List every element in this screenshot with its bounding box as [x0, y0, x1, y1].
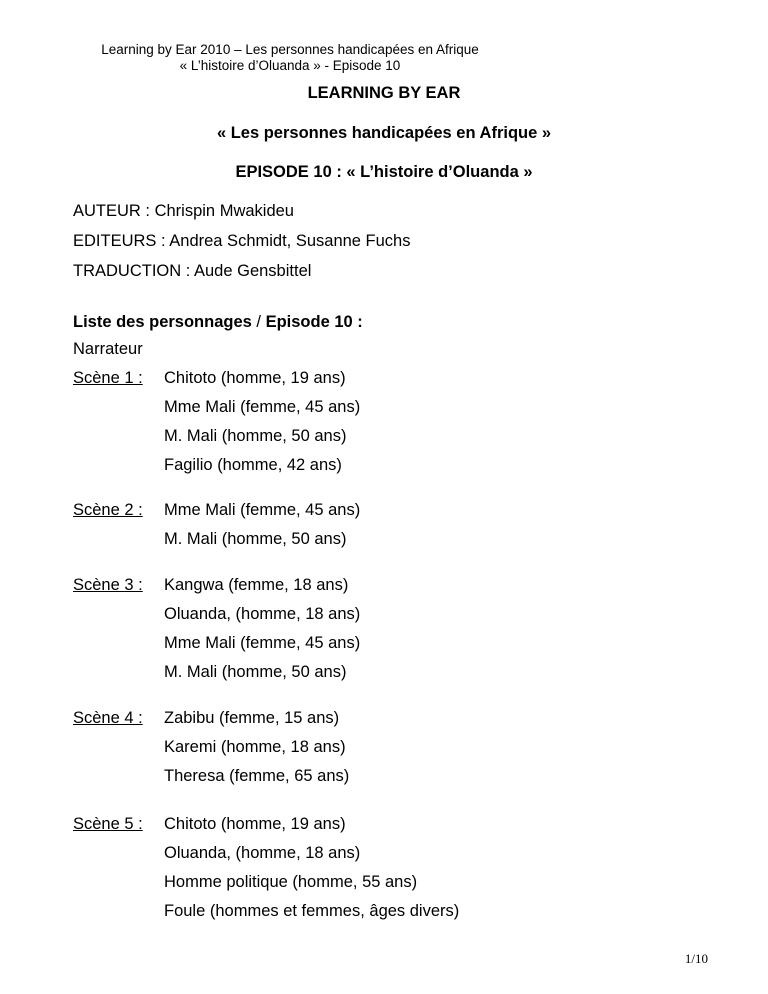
character-entry: Mme Mali (femme, 45 ans): [164, 634, 361, 652]
author-line: AUTEUR : Chrispin Mwakideu: [73, 202, 294, 220]
character-entry: M. Mali (homme, 50 ans): [164, 427, 347, 445]
cast-heading-separator: /: [251, 313, 266, 331]
character-entry: M. Mali (homme, 50 ans): [164, 663, 347, 681]
character-entry: Oluanda, (homme, 18 ans): [164, 605, 361, 623]
scene-characters: [164, 366, 360, 482]
scene-characters: [164, 812, 459, 928]
character-entry: Zabibu (femme, 15 ans): [164, 709, 340, 727]
header-line-1: Learning by Ear 2010 – Les personnes handicapées en Afrique: [101, 42, 479, 57]
editors-line: EDITEURS : Andrea Schmidt, Susanne Fuchs: [73, 232, 411, 250]
page-number: 1/10: [684, 951, 708, 966]
character-entry: Kangwa (femme, 18 ans): [164, 576, 349, 594]
header-line-2: « L’histoire d’Oluanda » - Episode 10: [179, 58, 401, 73]
character-entry: Karemi (homme, 18 ans): [164, 738, 346, 756]
character-entry: Foule (hommes et femmes, âges divers): [164, 902, 460, 920]
character-entry: Chitoto (homme, 19 ans): [164, 815, 346, 833]
cast-heading-episode: Episode 10 :: [265, 313, 363, 331]
cast-list-heading: [73, 310, 363, 334]
translation-line: TRADUCTION : Aude Gensbittel: [73, 262, 312, 280]
running-header: [0, 42, 580, 74]
series-title: LEARNING BY EAR: [307, 84, 461, 102]
character-entry: Oluanda, (homme, 18 ans): [164, 844, 361, 862]
scene-label: Scène 4 :: [73, 709, 143, 727]
cast-heading-label: Liste des personnages: [73, 313, 252, 331]
narrator: Narrateur: [73, 340, 143, 358]
character-entry: Homme politique (homme, 55 ans): [164, 873, 418, 891]
scene-label: Scène 5 :: [73, 815, 143, 833]
character-entry: Chitoto (homme, 19 ans): [164, 369, 346, 387]
episode-title: EPISODE 10 : « L’histoire d’Oluanda »: [235, 163, 533, 181]
character-entry: Theresa (femme, 65 ans): [164, 767, 350, 785]
scene-characters: [164, 706, 349, 793]
scene-label: Scène 1 :: [73, 369, 143, 387]
scene-label: Scène 3 :: [73, 576, 143, 594]
scene-characters: [164, 573, 360, 689]
character-entry: Fagilio (homme, 42 ans): [164, 456, 342, 474]
character-entry: Mme Mali (femme, 45 ans): [164, 501, 361, 519]
character-entry: M. Mali (homme, 50 ans): [164, 530, 347, 548]
scene-characters: [164, 498, 360, 556]
character-entry: Mme Mali (femme, 45 ans): [164, 398, 361, 416]
credits: [73, 196, 411, 286]
scene-label: Scène 2 :: [73, 501, 143, 519]
theme-title: « Les personnes handicapées en Afrique »: [216, 124, 552, 142]
